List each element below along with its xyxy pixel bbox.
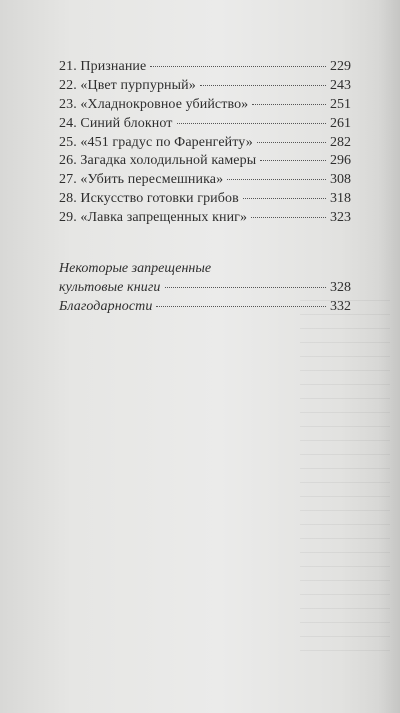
section-spacer <box>59 228 351 260</box>
toc-extra-title-line2: культовые книги <box>59 279 161 295</box>
toc-entry <box>59 171 351 190</box>
dot-leader <box>227 179 326 180</box>
dot-leader <box>150 66 326 67</box>
show-through-text <box>300 300 390 660</box>
toc-entry-title: 23. «Хладнокровное убийство» <box>59 96 249 112</box>
toc-extra-page: 332 <box>330 298 351 314</box>
toc-entry-title: 29. «Лавка запрещенных книг» <box>59 210 248 226</box>
dot-leader <box>260 160 326 161</box>
dot-leader <box>243 198 326 199</box>
toc-entry-page: 318 <box>330 191 351 207</box>
toc-entry-title: 28. Искусство готовки грибов <box>59 191 239 207</box>
toc-entry-title: 27. «Убить пересмешника» <box>59 172 224 188</box>
toc-entry <box>59 134 351 153</box>
dot-leader <box>257 142 326 143</box>
toc-entry-page: 308 <box>330 172 351 188</box>
toc-entry-page: 282 <box>330 134 351 150</box>
toc-entry-title: 26. Загадка холодильной камеры <box>59 153 257 169</box>
toc-entry <box>59 77 351 96</box>
dot-leader <box>177 123 327 124</box>
toc-entry-title: 24. Синий блокнот <box>59 115 173 131</box>
toc-entry <box>59 209 351 228</box>
page-edge-shadow <box>378 0 400 713</box>
dot-leader <box>251 217 326 218</box>
toc-entry-title: 22. «Цвет пурпурный» <box>59 77 196 93</box>
toc-entry <box>59 96 351 115</box>
toc-entry-page: 251 <box>330 96 351 112</box>
dot-leader <box>200 85 326 86</box>
dot-leader <box>156 306 326 307</box>
toc-extra-title: Благодарности <box>59 298 153 314</box>
toc-entry <box>59 115 351 134</box>
toc-entry <box>59 58 351 77</box>
toc-entry <box>59 152 351 171</box>
toc-extra-entry <box>59 298 351 317</box>
toc-entry-page: 229 <box>330 59 351 74</box>
toc-extra-entry <box>59 279 351 298</box>
dot-leader <box>165 287 326 288</box>
toc-entry-title: 21. Признание <box>59 59 147 74</box>
toc-entry-page: 243 <box>330 77 351 93</box>
toc-extra-title-line1: Некоторые запрещенные <box>59 261 212 277</box>
toc-extra-page: 328 <box>330 279 351 295</box>
toc-entry-page: 261 <box>330 115 351 131</box>
table-of-contents <box>59 58 351 317</box>
dot-leader <box>252 104 326 105</box>
toc-entry <box>59 190 351 209</box>
toc-entry-title: 25. «451 градус по Фаренгейту» <box>59 134 253 150</box>
toc-entry-page: 323 <box>330 210 351 226</box>
toc-entry-page: 296 <box>330 153 351 169</box>
